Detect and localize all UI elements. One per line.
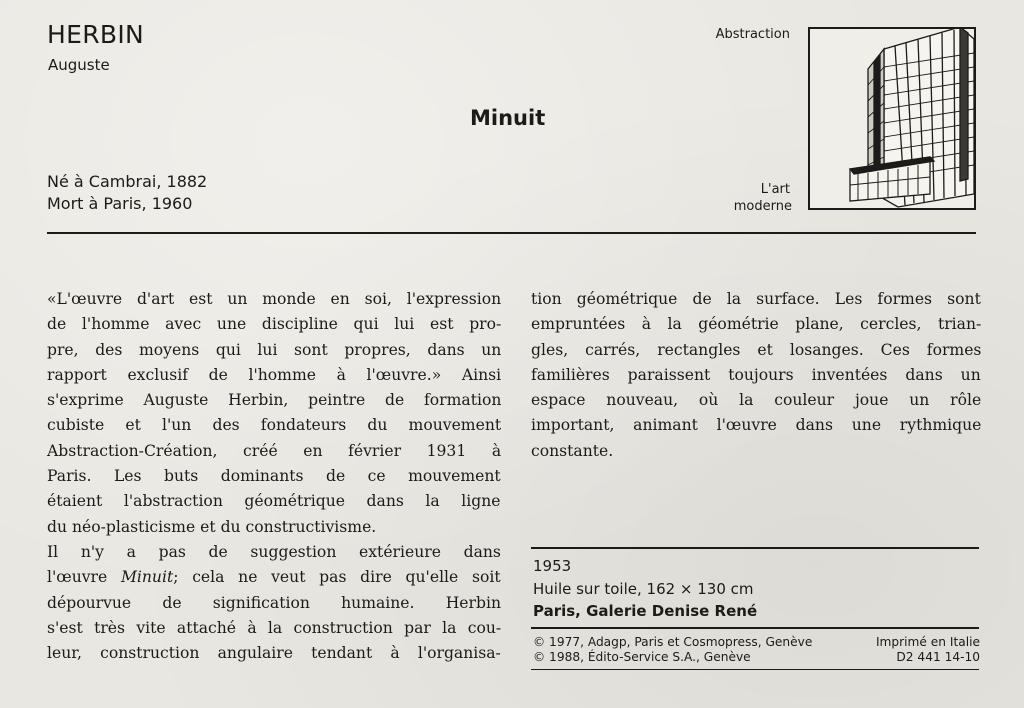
artwork-title: Minuit [470,106,546,130]
text-line: tion géométrique de la surface. Les formes sont [531,290,981,308]
top-divider [47,232,976,234]
copyright-line-2: © 1988, Édito-Service S.A., Genève [533,650,751,664]
text-line: du néo-plasticisme et du constructivisme. [47,517,377,536]
text-line: pre, des moyens qui lui sont propres, dans un [47,340,502,359]
building-icon [808,27,976,210]
series-label [734,181,790,215]
artwork-location: Paris, Galerie Denise René [533,602,758,620]
copyright-divider [531,627,979,629]
bottom-divider [531,669,979,670]
text-column-right [531,287,981,464]
artist-death: Mort à Paris, 1960 [47,194,193,213]
text-line: important, animant l'œuvre dans une rythmique [531,416,982,435]
details-divider [531,547,979,549]
text-column-left [47,287,501,666]
artwork-medium: Huile sur toile, 162 × 130 cm [533,580,754,598]
text-line: l'œuvre Minuit; cela ne veut pas dire qu'elle soit [47,568,501,587]
text-line: familières paraissent toujours inventées dans un [531,365,981,384]
text-line: empruntées à la géométrie plane, cercles, trian- [531,315,982,334]
text-line: rapport exclusif de l'homme à l'œuvre.» Ainsi [47,365,502,384]
artist-last-name: HERBIN [47,20,144,49]
text-line: espace nouveau, où la couleur joue un rôle [531,391,982,410]
category-label: Abstraction [715,27,790,42]
text-line: constante. [531,441,614,460]
text-line: Abstraction-Création, créé en février 1931 à [47,441,502,460]
text-line: s'exprime Auguste Herbin, peintre de formation [47,391,502,410]
artist-first-name: Auguste [48,56,110,74]
copyright-line-1: © 1977, Adagp, Paris et Cosmopress, Genève [533,635,813,649]
text-line: Paris. Les buts dominants de ce mouvement [47,467,501,486]
printed-in: Imprimé en Italie [875,635,980,649]
text-line: gles, carrés, rectangles et losanges. Ces formes [531,340,982,359]
text-line: «L'œuvre d'art est un monde en soi, l'expression [47,290,502,308]
text-line: cubiste et l'un des fondateurs du mouvement [47,416,502,435]
text-line: leur, construction angulaire tendant à l'organisa- [47,644,501,663]
text-line: s'est très vite attaché à la construction par la cou- [47,618,502,637]
text-line: étaient l'abstraction géométrique dans la ligne [47,492,501,511]
artist-birth: Né à Cambrai, 1882 [47,172,208,191]
text-line: de l'homme avec une discipline qui lui est pro- [47,315,502,334]
text-line: dépourvue de signification humaine. Herbin [47,593,501,612]
card-reference: D2 441 14-10 [896,650,980,664]
text-line: Il n'y a pas de suggestion extérieure dans [47,542,501,561]
artwork-year: 1953 [533,557,572,575]
series-line-1: L'art [760,182,790,197]
series-line-2: moderne [733,199,792,214]
